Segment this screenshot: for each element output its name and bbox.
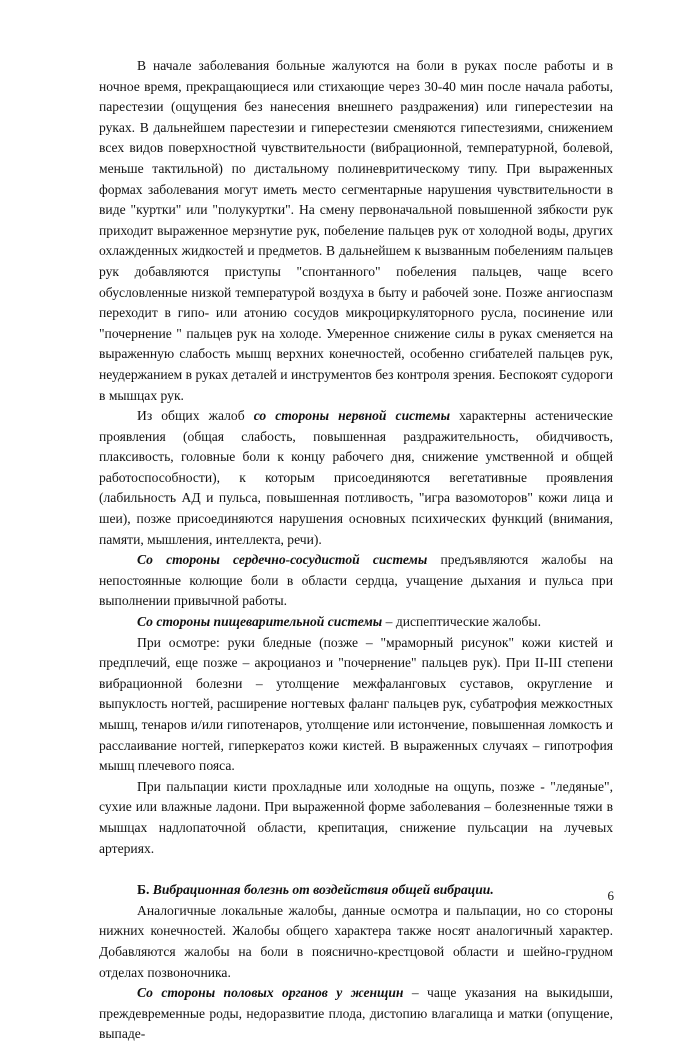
text-run: характерны астенические проявления (общая слабость, повышенная раздражительность, обидчивость, плаксивость, головные боли к концу рабочего дня, снижение умственной и общей работоспособности), к которым присоединяются вегетативные проявления (лабильность АД и пульса, повышенная потливость, "игра вазомоторов" кожи лица и шеи), позже присоединяются нарушения основных психических функций (внимания, памяти, мышления, интеллекта, речи). (99, 408, 613, 547)
text-run: Аналогичные локальные жалобы, данные осмотра и пальпации, но со стороны нижних конечностей. Жалобы общего характера также носят аналогичный характер. Добавляются жалобы на боли в пояснично-крестцовой области и шейно-грудном отделах позвоночника. (99, 902, 613, 980)
paragraph-digestive (99, 612, 613, 633)
paragraph-general-vibration (99, 901, 613, 983)
text-run: При осмотре: руки бледные (позже – "мраморный рисунок" кожи кистей и предплечий, еще позже – акроцианоз и "почернение" пальцев рук). При II-III степени вибрационной болезни – утолщение межфаланговых суставов, округление и выпуклость ногтей, расширение ногтевых фаланг пальцев рук, субатрофия межкостных мышц, тенаров и/или гипотенаров, утолщение или истончение, повышенная ломкость и расслаивание ногтей, гиперкератоз кожи кистей. В выраженных случаях – гипотрофия мышц плечевого пояса. (99, 634, 613, 774)
emphasis-heading: Со стороны сердечно-сосудистой системы (137, 552, 428, 568)
paragraph-nervous-system (99, 406, 613, 550)
text-run: предъявляются жалобы на непостоянные колющие боли в области сердца, учащение дыхания и пульса при выполнении привычной работы. (99, 552, 613, 609)
paragraph-cardiovascular (99, 550, 613, 612)
text-run: В начале заболевания больные жалуются на боли в руках после работы и в ночное время, прекращающиеся или стихающие через 30-40 мин после начала работы, парестезии (ощущения без нанесения внешнего раздражения) или гиперестезии на руках. В дальнейшем парестезии и гиперестезии сменяются гипестезиями, снижением всех видов поверхностной чувствительности (вибрационной, температурной, болевой, меньше тактильной) по дистальному полиневритическому типу. При выраженных формах заболевания могут иметь место сегментарные нарушения чувствительности в виде "куртки" или "полукуртки". На смену первоначальной повышенной зябкости рук приходит выраженное мерзнутие рук, побеление пальцев рук от холодной воды, других охлажденных жидкостей и предметов. В дальнейшем к вызванным побелениям пальцев рук добавляются приступы "спонтанного" побеления пальцев, чаще всего обусловленные низкой температурой воздуха в быту и рабочей зоне. Позже ангиоспазм переходит в гипо- или атонию сосудов микроциркуляторного русла, посинение или "почернение " пальцев рук на холоде. Умеренное снижение силы в руках сменяется на выраженную слабость мышц верхних конечностей, особенно сгибателей пальцев рук, неудержанием в руках деталей и инструментов без контроля зрения. Беспокоят судороги в мышцах рук. (99, 58, 613, 403)
emphasis-heading: Со стороны пищеварительной системы (137, 614, 383, 630)
emphasis-heading: Со стороны половых органов у женщин (137, 985, 404, 1001)
emphasis-heading: со стороны нервной системы (253, 408, 450, 424)
document-body (99, 56, 613, 1045)
text-run: При пальпации кисти прохладные или холодные на ощупь, позже - "ледяные", сухие или влажные ладони. При выраженной форме заболевания – болезненные тяжи в мышцах надлопаточной области, крепитация, снижение пульсации на лучевых артериях. (99, 778, 613, 856)
paragraph-palpation (99, 777, 613, 859)
paragraph-examination (99, 633, 613, 777)
paragraph-hand-symptoms (99, 56, 613, 406)
text-run: Из общих жалоб (137, 408, 254, 424)
text-run: – чаще указания на выкидыши, преждевременные роды, недоразвитие плода, дистопию влагалища и матки (опущение, выпаде- (99, 985, 613, 1042)
section-title: Вибрационная болезнь от воздействия общей вибрации. (152, 882, 494, 898)
section-letter: Б. (137, 882, 153, 898)
section-spacer (99, 859, 613, 880)
section-heading-b (99, 880, 613, 901)
paragraph-reproductive (99, 983, 613, 1045)
page-number: 6 (607, 888, 614, 903)
text-run: – диспептические жалобы. (382, 614, 541, 630)
